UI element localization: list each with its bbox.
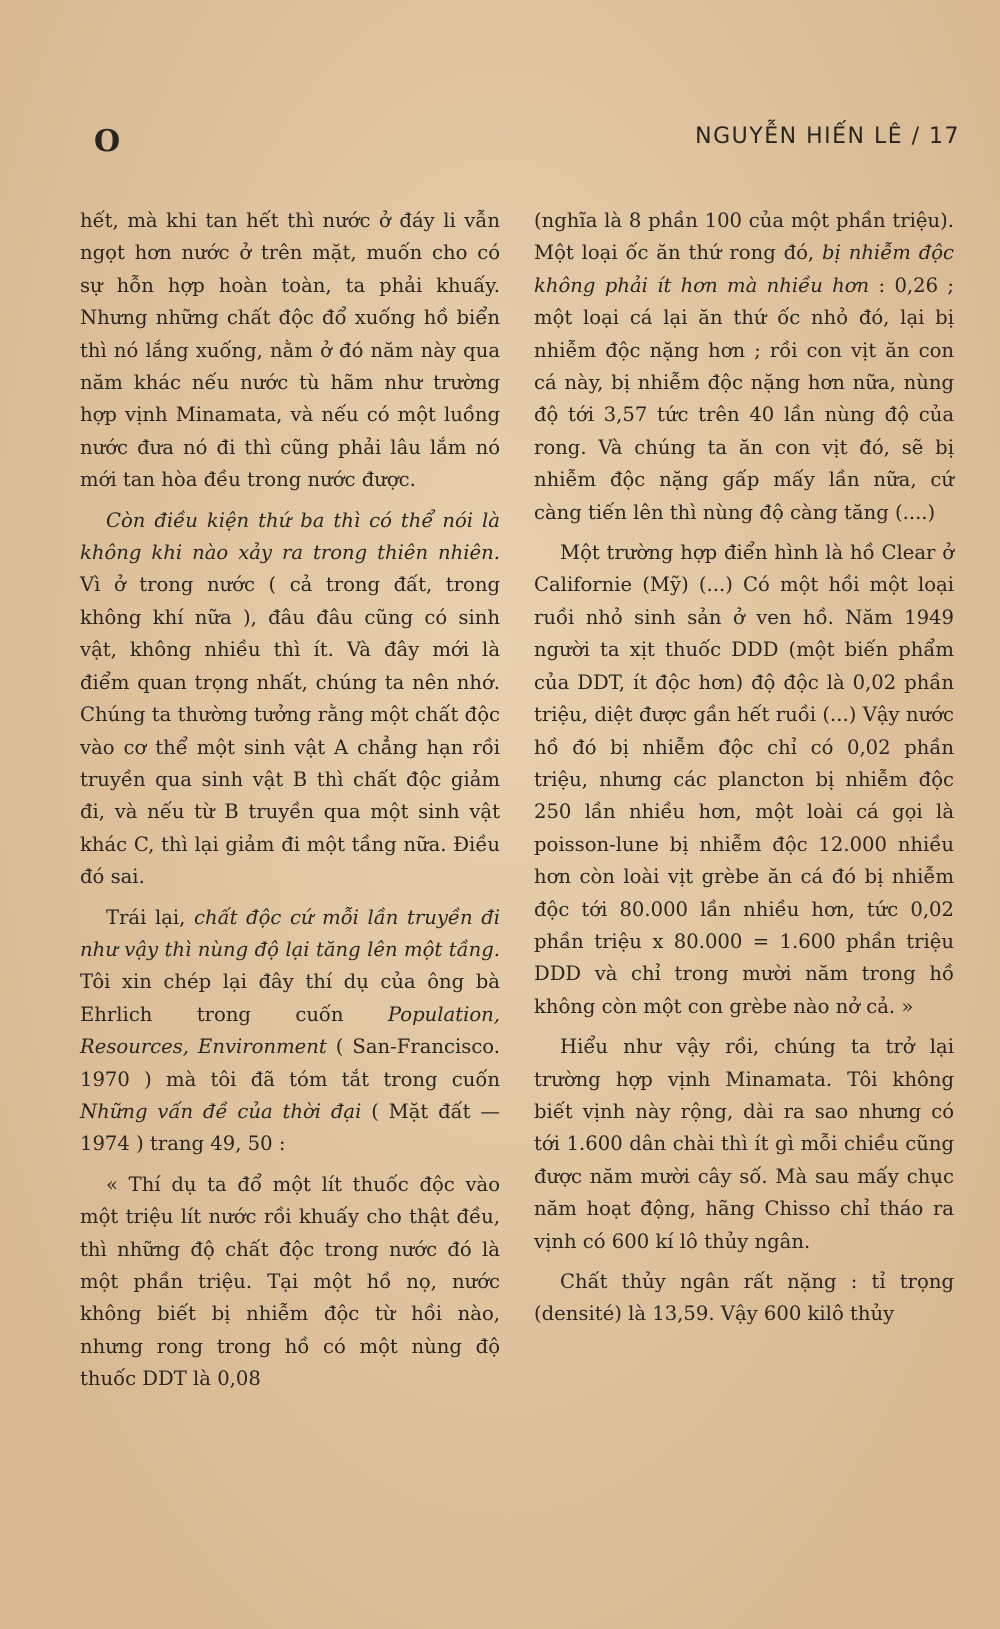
text-run: ( San-Francisco. 1970 ) mà tôi đã tóm tắt trong cuốn — [80, 1035, 500, 1091]
text-run: : 0,26 ; một loại cá lại ăn thứ ốc nhỏ đó, lại bị nhiễm độc nặng hơn ; rồi con vịt ăn con cá này, bị nhiễm độc nặng hơn nữa, nùng độ tới 3,57 tức trên 40 lần nùng độ của rong. Và chúng ta ăn con vịt đó, sẽ bị nhiễm độc nặng gấp mấy lần nữa, cứ càng tiến lên thì nùng độ càng tăng (....) — [534, 273, 954, 524]
text-run: Trái lại, — [106, 905, 194, 929]
paragraph — [534, 205, 954, 529]
text-run: Vì ở trong nước ( cả trong đất, trong không khí nữa ), đâu đâu cũng có sinh vật, không nhiều thì ít. Và đây mới là điểm quan trọng nhất, chúng ta nên nhớ. Chúng ta thường tưởng rằng một chất độc vào cơ thể một sinh vật A chẳng hạn rồi truyền qua sinh vật B thì chất độc giảm đi, và nếu từ B truyền qua một sinh vật khác C, thì lại giảm đi một tầng nữa. Điều đó sai. — [80, 573, 500, 889]
paragraph: Chất thủy ngân rất nặng : tỉ trọng (densité) là 13,59. Vậy 600 kilô thủy — [534, 1270, 954, 1326]
emphasis: bị nhiễm độc không phải ít hơn mà nhiều hơn — [534, 241, 955, 297]
text-run: (nghĩa là 8 phần 100 của một phần triệu). Một loại ốc ăn thứ rong đó, — [534, 209, 954, 265]
section-mark: O — [94, 124, 122, 159]
emphasis: Còn điều kiện thứ ba thì có thể nói là không khi nào xảy ra trong thiên nhiên. — [80, 508, 500, 565]
book-title: Những vấn đề của thời đại — [80, 1099, 362, 1123]
right-column — [534, 205, 954, 1339]
page-header — [0, 118, 1000, 168]
text-run: Tôi xin chép lại đây thí dụ của ông bà Ehrlich trong cuốn — [80, 970, 500, 1026]
paragraph — [80, 902, 500, 1161]
book-title: Population, Resources, Environment — [80, 1002, 500, 1059]
emphasis: chất độc cứ mỗi lần truyền đi như vậy thì nùng độ lại tăng lên một tầng. — [80, 905, 500, 961]
text-run: ( Mặt đất — 1974 ) trang 49, 50 : — [80, 1099, 500, 1156]
left-column — [80, 205, 500, 1404]
paragraph: Hiểu như vậy rồi, chúng ta trở lại trường hợp vịnh Minamata. Tôi không biết vịnh này rộng, dài ra sao nhưng có tới 1.600 dân chài thì ít gì mỗi chiều cũng được năm mười cây số. Mà sau mấy chục năm hoạt động, hãng Chisso chỉ tháo ra vịnh có 600 kí lô thủy ngân. — [534, 1035, 954, 1253]
running-head: NGUYỄN HIẾN LÊ / 17 — [695, 124, 960, 149]
paragraph — [80, 505, 500, 894]
paragraph: Một trường hợp điển hình là hồ Clear ở Californie (Mỹ) (...) Có một hồi một loại ruồi nhỏ sinh sản ở ven hồ. Năm 1949 người ta xịt thuốc DDD (một biến phẩm của DDT, ít độc hơn) độ độc là 0,02 phần triệu, diệt được gần hết ruồi (...) Vậy nước hồ đó bị nhiễm độc chỉ có 0,02 phần triệu, nhưng các plancton bị nhiễm độc 250 lần nhiều hơn, một loài cá gọi là poisson-lune bị nhiễm độc 12.000 nhiều hơn còn loài vịt grèbe ăn cá đó bị nhiễm độc tới 80.000 lần nhiều hơn, tức 0,02 phần triệu x 80.000 = 1.600 phần triệu DDD và chỉ trong mười năm trong hồ không còn một con grèbe nào nở cả. » — [534, 541, 954, 1018]
paragraph: « Thí dụ ta đổ một lít thuốc độc vào một triệu lít nước rồi khuấy cho thật đều, thì những độ chất độc trong nước đó là một phần triệu. Tại một hồ nọ, nước không biết bị nhiễm độc từ hồi nào, nhưng rong trong hồ có một nùng độ thuốc DDT là 0,08 — [80, 1172, 500, 1391]
paragraph: hết, mà khi tan hết thì nước ở đáy li vẫn ngọt hơn nước ở trên mặt, muốn cho có sự hỗn hợp hoàn toàn, ta phải khuấy. Nhưng những chất độc đổ xuống hồ biển thì nó lắng xuống, nằm ở đó năm này qua năm khác nếu nước tù hãm như trường hợp vịnh Minamata, và nếu có một luồng nước đưa nó đi thì cũng phải lâu lắm nó mới tan hòa đều trong nước được. — [80, 209, 500, 492]
